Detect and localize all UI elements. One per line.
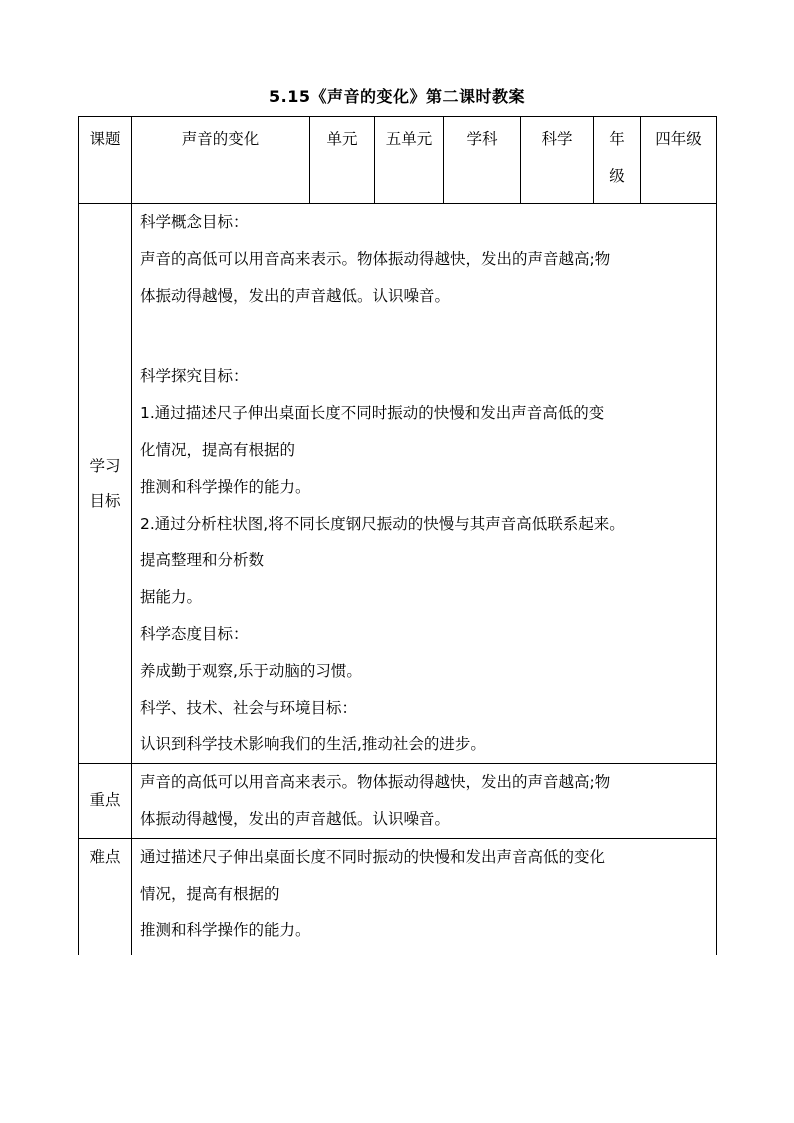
- dan-yuan-label: 单元: [310, 117, 375, 204]
- nian-ji-label-line-2: 级: [609, 167, 625, 185]
- objectives-label: [79, 204, 132, 764]
- objectives-label-line-2: 目标: [89, 491, 121, 510]
- xue-ke-value: 科学: [521, 117, 594, 204]
- difficult-points-content: [132, 838, 717, 955]
- concept-line: 声音的高低可以用音高来表示。物体振动得越快，发出的声音越高;物: [140, 249, 611, 268]
- difficult-points-row: [79, 838, 717, 955]
- xue-ke-label: 学科: [444, 117, 521, 204]
- inquiry-line: 据能力。: [140, 588, 203, 607]
- header-row: [79, 117, 717, 204]
- nian-ji-label: [594, 117, 641, 204]
- inquiry-line: 提高整理和分析数: [140, 551, 265, 570]
- document-title: 5.15《声音的变化》第二课时教案: [269, 87, 525, 106]
- lesson-plan-table: [78, 116, 717, 955]
- concept-heading: 科学概念目标：: [140, 213, 249, 231]
- inquiry-line: 2.通过分析柱状图,将不同长度钢尺振动的快慢与其声音高低联系起来。: [140, 514, 625, 533]
- key-point-line: 声音的高低可以用音高来表示。物体振动得越快，发出的声音越高;物: [140, 773, 611, 792]
- difficult-point-line: 推测和科学操作的能力。: [140, 921, 311, 940]
- inquiry-heading: 科学探究目标：: [140, 367, 249, 386]
- sts-heading: 科学、技术、社会与环境目标：: [140, 698, 358, 717]
- ke-ti-label: 课题: [79, 117, 132, 204]
- nian-ji-value: 四年级: [641, 117, 717, 204]
- spacer: [140, 314, 716, 358]
- ke-ti-value: 声音的变化: [132, 117, 310, 204]
- difficult-point-line: 情况，提高有根据的: [140, 884, 280, 903]
- concept-line: 体振动得越慢，发出的声音越低。认识噪音。: [140, 286, 451, 305]
- key-point-line: 体振动得越慢，发出的声音越低。认识噪音。: [140, 809, 451, 828]
- attitude-heading: 科学态度目标：: [140, 624, 249, 643]
- attitude-line: 养成勤于观察,乐于动脑的习惯。: [140, 661, 362, 680]
- spacer: [140, 949, 716, 955]
- inquiry-line: 化情况，提高有根据的: [140, 440, 296, 459]
- dan-yuan-value: 五单元: [375, 117, 444, 204]
- nian-ji-label-line-1: 年: [609, 130, 625, 148]
- difficult-point-line: 通过描述尺子伸出桌面长度不同时振动的快慢和发出声音高低的变化: [140, 847, 606, 866]
- key-points-row: [79, 764, 717, 839]
- sts-line: 认识到科学技术影响我们的生活,推动社会的进步。: [140, 735, 486, 754]
- objectives-label-line-1: 学习: [89, 456, 121, 475]
- difficult-points-label: 难点: [79, 838, 132, 955]
- objectives-row: [79, 204, 717, 764]
- key-points-content: [132, 764, 717, 839]
- inquiry-line: 推测和科学操作的能力。: [140, 477, 311, 496]
- inquiry-line: 1.通过描述尺子伸出桌面长度不同时振动的快慢和发出声音高低的变: [140, 404, 605, 423]
- key-points-label: 重点: [79, 764, 132, 839]
- objectives-content: [132, 204, 717, 764]
